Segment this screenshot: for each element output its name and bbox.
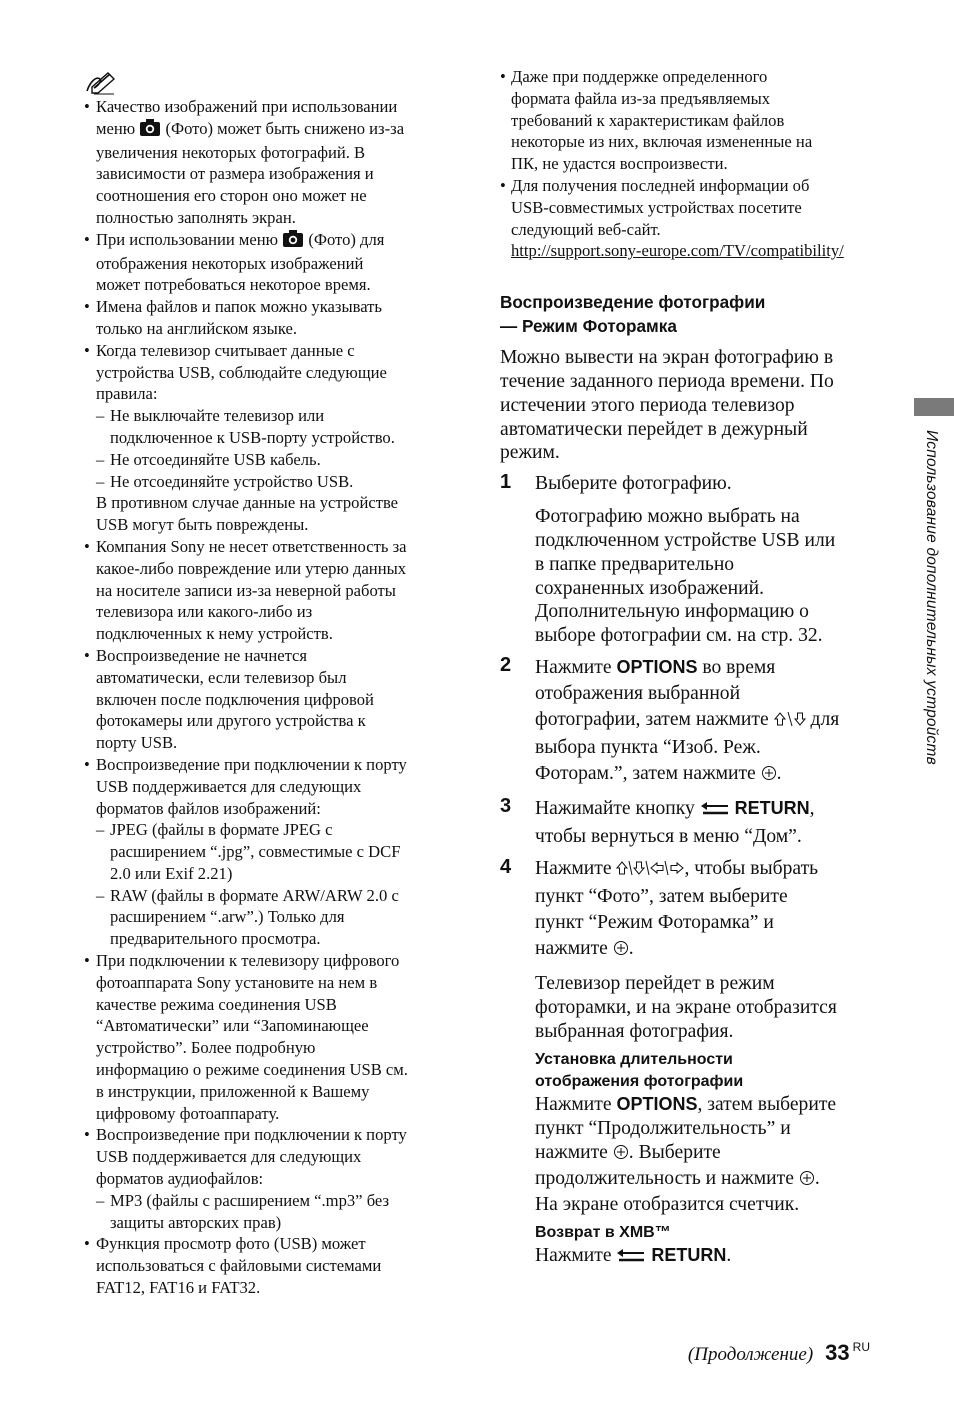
note-dash-item bbox=[84, 471, 456, 493]
step-instruction bbox=[535, 936, 872, 964]
note-line: автоматически, если телевизор был bbox=[96, 667, 347, 687]
body-line bbox=[535, 1167, 872, 1193]
note-bullet-photo-menu-time bbox=[84, 229, 456, 296]
note-bullet-audio-formats bbox=[84, 1124, 456, 1189]
page-number: 33 bbox=[825, 1340, 850, 1365]
note-line: форматов файлов изображений: bbox=[96, 798, 321, 818]
up-down-arrows-icon bbox=[774, 709, 806, 735]
enter-circle-icon bbox=[761, 763, 777, 789]
dash-marker: – bbox=[96, 820, 105, 840]
step-4 bbox=[500, 856, 872, 1270]
note-line: зависимости от размера изображения и bbox=[96, 164, 374, 184]
xmb-instructions bbox=[535, 1244, 872, 1270]
note-line: JPEG (файлы в формате JPEG с bbox=[110, 820, 333, 840]
note-bullet-image-formats bbox=[84, 754, 456, 819]
section-tab-marker bbox=[914, 398, 954, 416]
step-text: нажмите bbox=[535, 937, 613, 959]
enter-circle-icon bbox=[799, 1169, 815, 1193]
note-line: может потребоваться некоторое время. bbox=[96, 275, 371, 295]
note-line: • Воспроизведение при подключении к порту bbox=[96, 1125, 407, 1145]
dash-marker: – bbox=[96, 1190, 105, 1210]
note-line: какое-либо повреждение или утерю данных bbox=[96, 558, 407, 578]
note-line: USB поддерживается для следующих bbox=[96, 776, 362, 796]
duration-instructions bbox=[535, 1093, 872, 1216]
main-column bbox=[500, 66, 872, 1270]
step-text: . bbox=[814, 1167, 820, 1189]
note-line: • Воспроизведение при подключении к порту bbox=[96, 754, 407, 774]
note-continuation bbox=[84, 492, 456, 536]
body-line: Фотографию можно выбрать на bbox=[535, 506, 800, 528]
step-text: чтобы вернуться в меню “Дом”. bbox=[535, 825, 802, 847]
language-code: RU bbox=[852, 1340, 870, 1354]
note-pencil-icon bbox=[84, 70, 456, 98]
step-text: . Выберите bbox=[628, 1141, 721, 1163]
xmb-subheading: Возврат в XMB™ bbox=[535, 1224, 671, 1242]
note-line: • Компания Sony не несет ответственность за bbox=[96, 536, 407, 556]
section-body bbox=[500, 346, 872, 1270]
four-way-arrows-icon bbox=[616, 858, 684, 884]
dash-marker: – bbox=[96, 885, 105, 905]
step-text: во время bbox=[697, 656, 776, 678]
body-line: истечении этого периода телевизор bbox=[500, 394, 795, 416]
step-text: отображения выбранной bbox=[535, 682, 741, 704]
note-line: ПК, не удастся воспроизвести. bbox=[511, 154, 728, 174]
note-line: • Качество изображений при использовании bbox=[96, 97, 398, 116]
note-line: USB-совместимых устройствах посетите bbox=[511, 197, 802, 217]
note-bullet-file-systems bbox=[84, 1233, 456, 1298]
return-arrow-icon bbox=[616, 1246, 646, 1270]
body-line: автоматически перейдет в дежурный bbox=[500, 418, 808, 440]
body-line: Можно вывести на экран фотографию в bbox=[500, 347, 834, 369]
step-text: . bbox=[776, 762, 782, 784]
note-dash-item bbox=[84, 405, 456, 449]
note-line: предварительного просмотра. bbox=[110, 929, 321, 949]
note-line: требований к характеристикам файлов bbox=[511, 110, 785, 130]
section-heading-line: Воспроизведение фотографии bbox=[500, 292, 766, 313]
note-line: фотоаппарата Sony установите на нем в bbox=[96, 972, 378, 992]
note-text: (Фото) для bbox=[304, 229, 385, 249]
note-line: только на английском языке. bbox=[96, 318, 297, 338]
step-number: 2 bbox=[500, 653, 512, 676]
note-dash-item bbox=[84, 885, 456, 950]
enter-circle-icon bbox=[613, 938, 629, 964]
note-line: Не отсоединяйте устройство USB. bbox=[110, 471, 354, 491]
step-number: 3 bbox=[500, 794, 512, 817]
note-line: некоторые из них, включая измененные на bbox=[511, 132, 813, 152]
step-text: пункт “Режим Фоторамка” и bbox=[535, 911, 774, 933]
step-number: 4 bbox=[500, 855, 512, 878]
note-line: формата файла из-за предъявляемых bbox=[511, 88, 771, 108]
note-line: устройство”. Более подробную bbox=[96, 1038, 316, 1058]
step-text: Нажмите bbox=[535, 857, 617, 879]
note-bullet-website bbox=[500, 175, 872, 240]
section-heading bbox=[500, 290, 872, 338]
note-line: устройства USB, соблюдайте следующие bbox=[96, 362, 387, 382]
dash-marker: – bbox=[96, 449, 105, 469]
note-line: качестве режима соединения USB bbox=[96, 994, 337, 1014]
step-text: Нажимайте кнопку bbox=[535, 797, 700, 819]
note-line: увеличения некоторых фотографий. В bbox=[96, 142, 366, 162]
note-bullet-pc-modified-files bbox=[500, 66, 872, 175]
body-line bbox=[535, 1093, 872, 1117]
options-button-label: OPTIONS bbox=[616, 656, 698, 677]
step-instruction bbox=[535, 654, 872, 681]
note-bullet-usb-rules bbox=[84, 340, 456, 405]
step-explanation bbox=[535, 505, 872, 648]
step-3 bbox=[500, 795, 872, 850]
body-line: выборе фотографии см. на стр. 32. bbox=[535, 625, 823, 647]
section-heading-line: — Режим Фоторамка bbox=[500, 316, 677, 337]
note-line bbox=[96, 229, 456, 253]
note-line: включен после подключения цифровой bbox=[96, 689, 374, 709]
step-text: продолжительность и нажмите bbox=[535, 1167, 799, 1189]
duration-subheading bbox=[535, 1049, 872, 1093]
step-text: выбора пункта “Изоб. Реж. bbox=[535, 736, 761, 758]
step-instruction bbox=[535, 707, 872, 735]
compatibility-url-link[interactable]: http://support.sony-europe.com/TV/compatibility/ bbox=[511, 241, 844, 261]
step-instruction bbox=[535, 795, 872, 824]
body-line: в папке предварительно bbox=[535, 553, 735, 575]
note-text: (Фото) может быть снижено из-за bbox=[161, 118, 405, 138]
note-line: форматов аудиофайлов: bbox=[96, 1169, 264, 1189]
step-text: , чтобы выбрать bbox=[684, 857, 819, 879]
note-line: на носителе записи из-за неверной работы bbox=[96, 580, 396, 600]
body-line: Дополнительную информацию о bbox=[535, 601, 809, 623]
body-line: Телевизор перейдет в режим bbox=[535, 972, 775, 994]
step-number: 1 bbox=[500, 471, 512, 494]
note-line: следующий веб-сайт. bbox=[511, 219, 661, 239]
note-line: цифровому фотоаппарату. bbox=[96, 1103, 280, 1123]
step-text: . bbox=[628, 937, 634, 959]
note-bullet-filenames bbox=[84, 296, 456, 340]
step-1 bbox=[500, 471, 872, 648]
step-explanation bbox=[535, 972, 872, 1043]
note-line: фотокамеры или другого устройства к bbox=[96, 711, 366, 731]
notes-column bbox=[84, 70, 456, 1299]
step-text: фотографии, затем нажмите bbox=[535, 708, 774, 730]
note-line: FAT12, FAT16 и FAT32. bbox=[96, 1278, 261, 1298]
note-line: порту USB. bbox=[96, 733, 178, 753]
step-2 bbox=[500, 654, 872, 789]
body-line: режим. bbox=[500, 442, 560, 464]
note-line: расширением “.arw”.) Только для bbox=[110, 907, 345, 927]
note-line: В противном случае данные на устройстве bbox=[96, 493, 399, 513]
step-text: . bbox=[726, 1245, 732, 1267]
note-dash-item bbox=[84, 1190, 456, 1234]
options-button-label: OPTIONS bbox=[616, 1094, 698, 1115]
intro-paragraph bbox=[500, 346, 872, 465]
note-line: • Когда телевизор считывает данные с bbox=[96, 340, 355, 360]
note-line: Не выключайте телевизор или bbox=[110, 406, 325, 426]
note-line: правила: bbox=[96, 384, 158, 404]
note-line: “Автоматически” или “Запоминающее bbox=[96, 1016, 369, 1036]
subheading-line: отображения фотографии bbox=[535, 1073, 744, 1091]
step-instruction: Выберите фотографию. bbox=[535, 473, 732, 495]
note-line: в инструкции, приложенной к Вашему bbox=[96, 1081, 370, 1101]
camera-icon bbox=[283, 230, 303, 253]
note-bullet-image-quality bbox=[84, 96, 456, 229]
note-line: USB поддерживается для следующих bbox=[96, 1147, 362, 1167]
camera-icon bbox=[140, 119, 160, 142]
note-line: защиты авторских прав) bbox=[110, 1212, 282, 1232]
note-text: меню bbox=[96, 118, 140, 138]
note-line: MP3 (файлы с расширением “.mp3” без bbox=[110, 1190, 390, 1210]
note-line: • При подключении к телевизору цифрового bbox=[96, 951, 400, 971]
body-line: На экране отобразится счетчик. bbox=[535, 1193, 800, 1215]
note-bullet-sony-liability bbox=[84, 536, 456, 645]
body-line: подключенном устройстве USB или bbox=[535, 529, 836, 551]
step-text: нажмите bbox=[535, 1141, 613, 1163]
page-footer bbox=[688, 1340, 870, 1366]
note-line: подключенное к USB-порту устройство. bbox=[110, 427, 395, 447]
return-button-label: RETURN bbox=[734, 797, 810, 818]
body-line: выбранная фотография. bbox=[535, 1020, 734, 1042]
note-line: информацию о режиме соединения USB см. bbox=[96, 1060, 408, 1080]
body-line: течение заданного периода времени. По bbox=[500, 370, 834, 392]
step-text: пункт “Фото”, затем выберите bbox=[535, 885, 788, 907]
step-text: для bbox=[805, 708, 840, 730]
dash-marker: – bbox=[96, 471, 105, 491]
subheading-line: Установка длительности bbox=[535, 1051, 733, 1069]
note-line: подключенных к нему устройств. bbox=[96, 624, 333, 644]
note-line: отображения некоторых изображений bbox=[96, 253, 364, 273]
note-line: • Для получения последней информации об bbox=[511, 175, 810, 195]
step-text: Фоторам.”, затем нажмите bbox=[535, 762, 761, 784]
step-text: Нажмите bbox=[535, 656, 617, 678]
step-instruction bbox=[535, 761, 872, 789]
continued-label: (Продолжение) bbox=[687, 1344, 814, 1365]
note-line: • Функция просмотр фото (USB) может bbox=[96, 1234, 366, 1254]
note-line: • Даже при поддержке определенного bbox=[511, 67, 768, 86]
note-dash-item bbox=[84, 449, 456, 471]
note-line: • Воспроизведение не начнется bbox=[96, 645, 308, 665]
return-button-label: RETURN bbox=[651, 1245, 727, 1266]
note-text: При использовании меню bbox=[96, 229, 283, 249]
step-text: Нажмите bbox=[535, 1245, 617, 1267]
note-line: расширением “.jpg”, совместимые с DCF bbox=[110, 842, 401, 862]
body-line: сохраненных изображений. bbox=[535, 577, 765, 599]
note-line: использоваться с файловыми системами bbox=[96, 1256, 382, 1276]
right-notes bbox=[500, 66, 872, 262]
note-line: полностью заполнять экран. bbox=[96, 207, 296, 227]
side-section-label: Использование дополнительных устройств bbox=[923, 430, 940, 765]
note-bullet-sony-camera-mode bbox=[84, 950, 456, 1124]
body-line: фоторамки, и на экране отобразится bbox=[535, 996, 837, 1018]
step-instruction bbox=[535, 856, 872, 884]
note-line: USB могут быть повреждены. bbox=[96, 515, 309, 535]
note-line bbox=[96, 118, 456, 142]
step-text: , bbox=[809, 797, 815, 819]
step-text: Нажмите bbox=[535, 1094, 617, 1116]
note-bullet-autoplay bbox=[84, 645, 456, 754]
note-line: RAW (файлы в формате ARW/ARW 2.0 с bbox=[110, 885, 399, 905]
note-line: Не отсоединяйте USB кабель. bbox=[110, 449, 321, 469]
note-line: соотношения его сторон оно может не bbox=[96, 186, 367, 206]
body-line bbox=[535, 1141, 872, 1167]
body-line bbox=[535, 1244, 872, 1270]
note-line: • Имена файлов и папок можно указывать bbox=[96, 297, 382, 317]
note-line: телевизора или какого-либо из bbox=[96, 602, 313, 622]
return-arrow-icon bbox=[700, 798, 730, 824]
enter-circle-icon bbox=[613, 1143, 629, 1167]
dash-marker: – bbox=[96, 406, 105, 426]
note-line: 2.0 или Exif 2.21) bbox=[110, 863, 233, 883]
note-dash-item bbox=[84, 819, 456, 884]
step-text: , затем выберите bbox=[697, 1094, 837, 1116]
body-line: пункт “Продолжительность” и bbox=[535, 1118, 791, 1140]
